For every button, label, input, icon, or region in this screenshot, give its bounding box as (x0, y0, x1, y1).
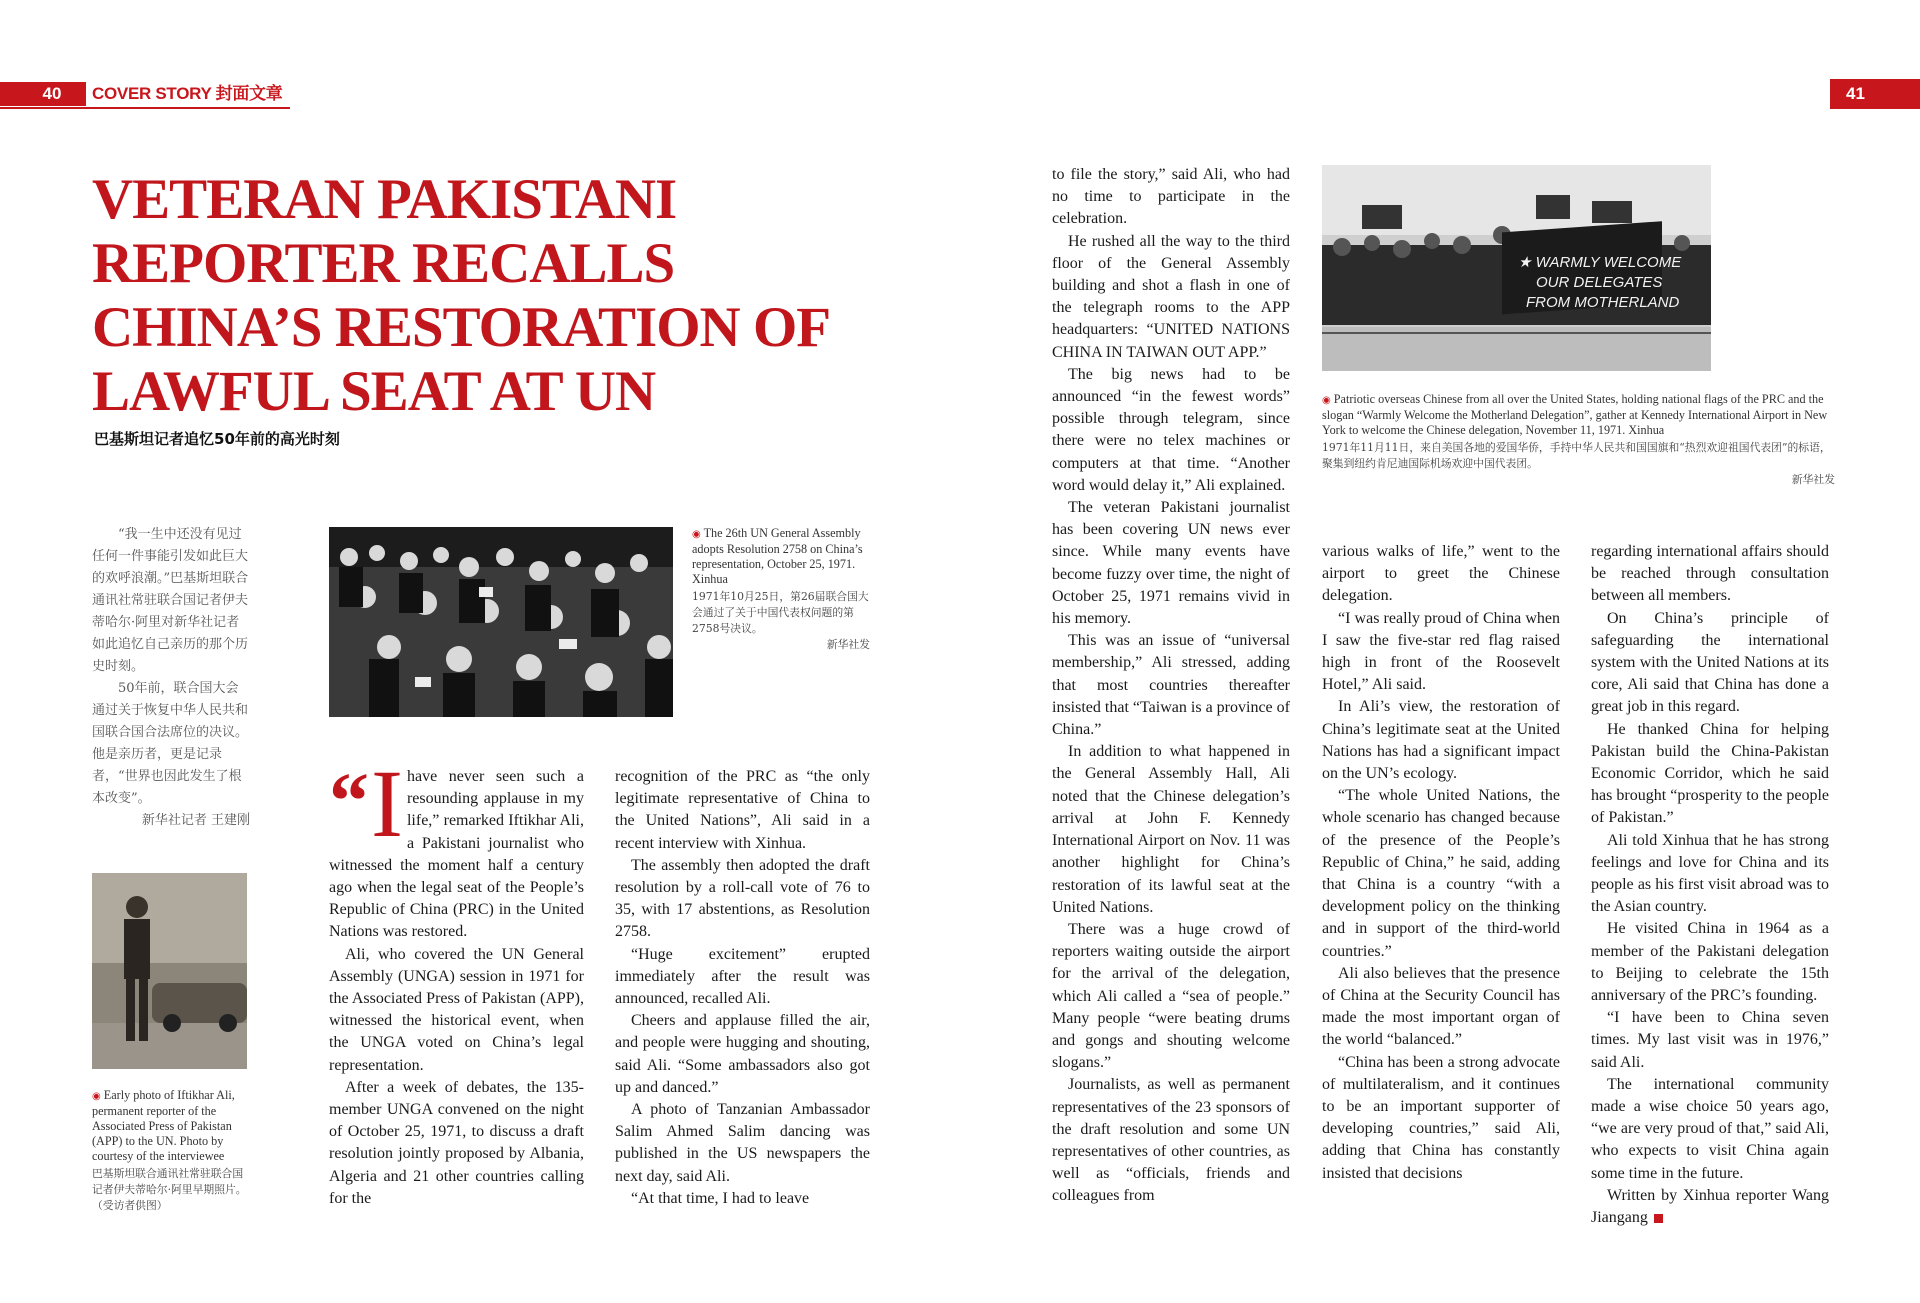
article-paragraph: recognition of the PRC as “the only legitimate representative of China to the United Nations”, Ali said in a recent interview with Xinhua. (615, 768, 870, 852)
article-column-4 (1322, 541, 1560, 1185)
general-assembly-caption (692, 526, 870, 652)
article-paragraph: The international community made a wise choice 50 years ago, “we are very proud of that,” said Ali, who expects to visit China again some time in the future. (1591, 1075, 1829, 1182)
end-square-icon (1654, 1214, 1663, 1223)
page-number-left: 40 (0, 82, 86, 106)
article-paragraph: In addition to what happened in the General Assembly Hall, Ali noted that the Chinese delegation’s arrival at John F. Kennedy International Airport on Nov. 11 was another highlight for China’s restoration of its lawful seat at the United Nations. (1052, 743, 1290, 916)
caption-text: Patriotic overseas Chinese from all over the United States, holding national flags of the PRC and the slogan “Warmly Welcome the Motherland Delegation”, gather at Kennedy International Airport in New York to welcome the Chinese delegation, November 11, 1971. Xinhua (1322, 392, 1828, 437)
chinese-byline: 新华社记者 王建刚 (141, 813, 250, 828)
caption-text: The 26th UN General Assembly adopts Resolution 2758 on China’s representation, October 25, 1971. Xinhua (692, 526, 863, 586)
photo-credit: 新华社发 (1791, 473, 1835, 486)
page-header-left (0, 82, 290, 106)
chinese-summary (92, 524, 250, 832)
caption-bullet-icon: ◉ (692, 529, 701, 540)
article-paragraph: Cheers and applause filled the air, and people were hugging and shouting, said Ali. “Some ambassadors also got up and danced.” (615, 1012, 870, 1096)
airport-welcome-photo (1322, 165, 1711, 371)
article-paragraph: The big news had to be announced “in the fewest words” possible through telegram, since there were no telex machines or computers at that time. “Another word would delay it,” Ali explained. (1052, 365, 1290, 494)
article-column-2 (615, 766, 870, 1210)
article-paragraph: “ I have never seen such a resounding applause in my life,” remarked Iftikhar Ali, a Pakistani journalist who witnessed the moment half a century ago when the legal seat of the People’s Republic of China (PRC) in the United Nations was restored. (329, 750, 584, 941)
article-paragraph: A photo of Tanzanian Ambassador Salim Ahmed Salim dancing was published in the US newspapers the next day, said Ali. (615, 1101, 870, 1185)
chinese-summary-paragraph: 50年前，联合国大会通过关于恢复中华人民共和国联合国合法席位的决议。他是亲历者，更是记录者，“世界也因此发生了根本改变”。 (92, 681, 249, 806)
article-paragraph: He thanked China for helping Pakistan build the China-Pakistan Economic Corridor, which he said has brought “prosperity to the people of Pakistan.” (1591, 720, 1829, 827)
headline-line: CHINA’S RESTORATION OF (92, 296, 831, 359)
article-column-3 (1052, 164, 1290, 1208)
general-assembly-photo (329, 527, 673, 717)
article-paragraph: On China’s principle of safeguarding the international system with the United Nations at its core, Ali said that China has done a great job in this regard. (1591, 609, 1829, 716)
iftikhar-ali-photo (92, 873, 247, 1069)
article-paragraph: “The whole United Nations, the whole scenario has changed because of the presence of the People’s Republic of China,” he said, adding that China is a country “with a development policy on the thinking and in support of the third-world countries.” (1322, 787, 1560, 960)
caption-bullet-icon: ◉ (92, 1091, 101, 1102)
article-paragraph: “I was really proud of China when I saw the five-star red flag raised high in front of the Roosevelt Hotel,” Ali said. (1322, 609, 1560, 694)
banner-line: ★ WARMLY WELCOME (1518, 254, 1682, 271)
article-paragraph: There was a huge crowd of reporters waiting outside the airport for the arrival of the delegation, which Ali called a “sea of people.” Many people “were beating drums and gongs and shouting welcome slogans.” (1052, 920, 1290, 1072)
article-paragraph: “Huge excitement” erupted immediately after the result was announced, recalled Ali. (615, 945, 870, 1008)
article-paragraph: “China has been a strong advocate of multilateralism, and it continues to be an important supporter of developing countries,” said Ali, adding that China has constantly insisted that decisions (1322, 1053, 1560, 1182)
drop-cap: I (371, 750, 403, 857)
byline: Written by Xinhua reporter Wang Jiangang (1591, 1186, 1829, 1227)
article-paragraph: After a week of debates, the 135-member UNGA convened on the night of October 25, 1971, to discuss a draft resolution jointly proposed by Albania, Algeria and 21 other countries calling for the (329, 1078, 584, 1207)
page-number-right: 41 (1830, 79, 1920, 109)
headline-line: LAWFUL SEAT AT UN (92, 360, 656, 423)
article-paragraph: Ali also believes that the presence of China at the Security Council has made the most important organ of the world “balanced.” (1322, 964, 1560, 1049)
banner-line: FROM MOTHERLAND (1526, 294, 1680, 311)
headline-line: REPORTER RECALLS (92, 232, 675, 295)
article-column-5 (1591, 541, 1829, 1229)
article-column-1 (329, 750, 584, 1210)
section-label: COVER STORY 封面文章 (92, 84, 283, 103)
article-paragraph: Journalists, as well as permanent representatives of the 23 sponsors of the draft resolution and some UN representatives of other countries, as well as “officials, friends and colleagues from (1052, 1076, 1290, 1205)
article-paragraph: The assembly then adopted the draft resolution by a roll-call vote of 76 to 35, with 17 abstentions, as Resolution 2758. (615, 856, 870, 941)
chinese-subtitle: 巴基斯坦记者追忆50年前的高光时刻 (94, 430, 340, 448)
header-rule (0, 107, 290, 109)
article-paragraph: Ali, who covered the UN General Assembly (UNGA) session in 1971 for the Associated Press of Pakistan (APP), witnessed the historical event, when the UNGA voted on China’s legal representation. (329, 945, 584, 1074)
article-paragraph: In Ali’s view, the restoration of China’s legitimate seat at the United Nations has had a significant impact on the UN’s ecology. (1322, 698, 1560, 783)
article-paragraph: The veteran Pakistani journalist has been covering UN news ever since. While many events have become fuzzy over time, the night of October 25, 1971 remains vivid in his memory. (1052, 499, 1290, 628)
article-paragraph: This was an issue of “universal membership,” Ali stressed, adding that most countries thereafter insisted that “Taiwan is a province of China.” (1052, 632, 1290, 739)
article-paragraph: He visited China in 1964 as a member of the Pakistani delegation to Beijing to celebrate the 15th anniversary of the PRC’s founding. (1591, 920, 1829, 1005)
caption-bullet-icon: ◉ (1322, 395, 1331, 406)
photo-credit: 新华社发 (826, 638, 870, 651)
iftikhar-ali-caption (92, 1088, 248, 1214)
caption-text: Early photo of Iftikhar Ali, permanent reporter of the Associated Press of Pakistan (APP) to the UN. Photo by courtesy of the interviewee (92, 1088, 235, 1163)
banner-line: OUR DELEGATES (1536, 274, 1663, 291)
article-paragraph (1591, 1185, 1829, 1229)
article-paragraph: “At that time, I had to leave (631, 1189, 810, 1207)
caption-text-zh: 1971年11月11日，来自美国各地的爱国华侨，手持中华人民共和国国旗和“热烈欢迎祖国代表团”的标语，聚集到纽约肯尼迪国际机场欢迎中国代表团。 (1322, 441, 1831, 470)
caption-text-zh: 1971年10月25日，第26届联合国大会通过了关于中国代表权问题的第2758号决议。 (692, 590, 869, 635)
drop-quote-mark: “ (329, 758, 369, 846)
article-paragraph: “I have been to China seven times. My last visit was in 1976,” said Ali. (1591, 1009, 1829, 1071)
article-paragraph: various walks of life,” went to the airport to greet the Chinese delegation. (1322, 543, 1560, 605)
chinese-summary-paragraph: “我一生中还没有见过任何一件事能引发如此巨大的欢呼浪潮。”巴基斯坦联合通讯社常驻联合国记者伊夫蒂哈尔·阿里对新华社记者如此追忆自己亲历的那个历史时刻。 (92, 527, 249, 674)
caption-text-zh: 巴基斯坦联合通讯社常驻联合国记者伊夫蒂哈尔·阿里早期照片。（受访者供图） (92, 1167, 247, 1212)
airport-welcome-caption (1322, 392, 1835, 487)
article-paragraph: regarding international affairs should be reached through consultation between all members. (1591, 543, 1829, 605)
article-paragraph: to file the story,” said Ali, who had no time to participate in the celebration. (1052, 166, 1290, 228)
headline (92, 168, 892, 424)
article-paragraph: He rushed all the way to the third floor of the General Assembly building and shot a flash in one of the telegraph rooms to the APP headquarters: “UNITED NATIONS CHINA IN TAIWAN OUT APP.” (1052, 232, 1290, 361)
article-paragraph: Ali told Xinhua that he has strong feelings and love for China and its people as his first visit abroad was to the Asian country. (1591, 831, 1829, 916)
headline-line: VETERAN PAKISTANI (92, 168, 677, 231)
